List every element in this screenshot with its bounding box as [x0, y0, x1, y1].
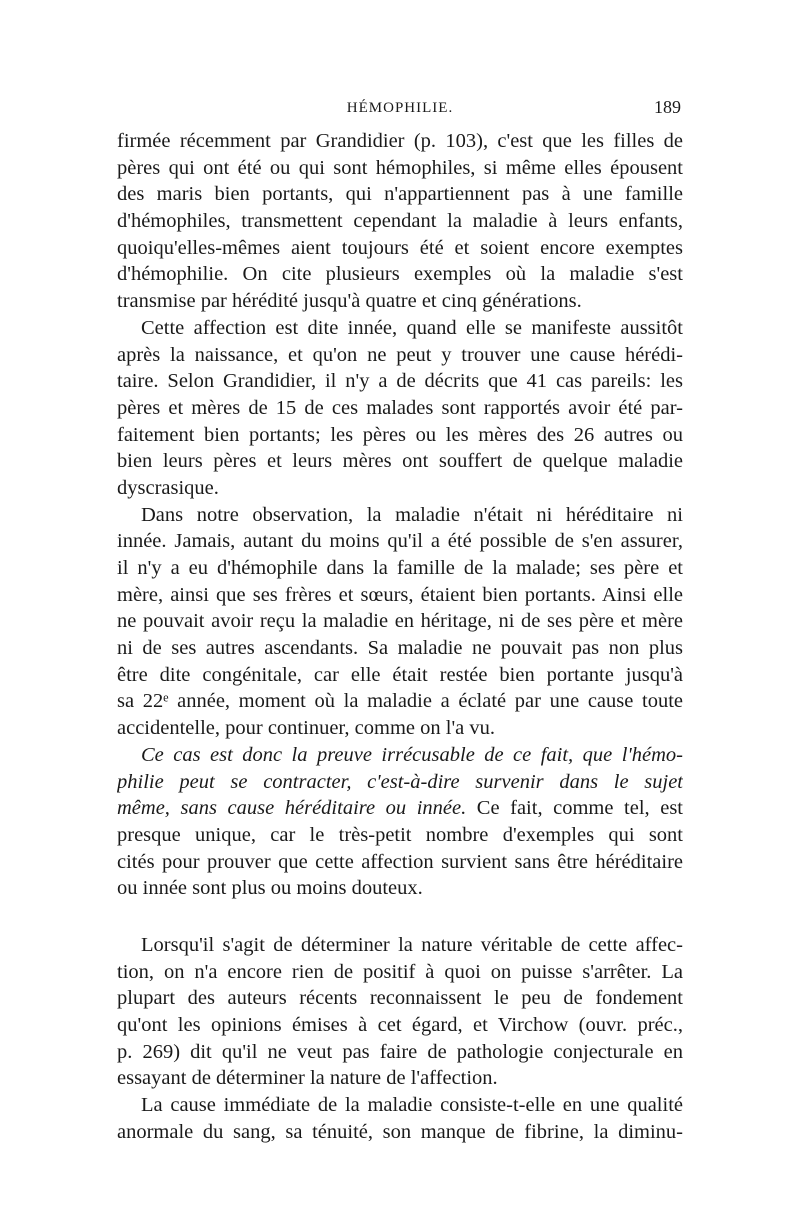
paragraph-4 — [117, 742, 683, 902]
text-line: faitement bien portants; les pères ou les mères des 26 autres ou — [117, 423, 683, 446]
text-line: presque unique, car le très-petit nombre d'exemples qui sont — [117, 823, 683, 846]
roman-run: Ce fait, comme tel, est — [466, 797, 683, 820]
text-line: innée. Jamais, autant du moins qu'il a été possible de s'en assurer, — [117, 530, 683, 553]
text-line: dyscrasique. — [117, 476, 219, 499]
text-line-italic: Ce cas est donc la preuve irrécusable de ce fait, que l'hémo- — [141, 743, 683, 766]
text-line: plupart des auteurs récents reconnaissent le peu de fondement — [117, 987, 683, 1010]
text-line: pères qui ont été ou qui sont hémophiles, si même elles épousent — [117, 156, 683, 179]
paragraph-5 — [117, 932, 683, 1092]
page-number: 189 — [654, 97, 681, 117]
text-line: p. 269) dit qu'il ne veut pas faire de pathologie conjecturale en — [117, 1040, 683, 1063]
running-title: HÉMOPHILIE. — [346, 100, 454, 116]
text-line: pères et mères de 15 de ces malades sont rapportés avoir été par- — [117, 396, 683, 419]
text-line: essayant de déterminer la nature de l'affection. — [117, 1067, 498, 1090]
text-line: firmée récemment par Grandidier (p. 103), c'est que les filles de — [117, 130, 683, 152]
section-gap — [117, 902, 683, 932]
text-line: ne pouvait avoir reçu la maladie en héritage, ni de ses père et mère — [117, 610, 683, 633]
text-line-italic: philie peut se contracter, c'est-à-dire survenir dans le sujet — [117, 770, 683, 793]
text-line: quoiqu'elles-mêmes aient toujours été et soient encore exemptes — [117, 236, 683, 259]
text-line: cités pour prouver que cette affection survient sans être héréditaire — [117, 850, 683, 873]
text-line: après la naissance, et qu'on ne peut y trouver une cause hérédi- — [117, 343, 683, 366]
text-line: Dans notre observation, la maladie n'était ni héréditaire ni — [141, 503, 683, 526]
text-line-mixed — [117, 795, 683, 822]
text-line: ou innée sont plus ou moins douteux. — [117, 877, 423, 900]
text-line: des maris bien portants, qui n'appartiennent pas à une famille — [117, 183, 683, 206]
text-line: mère, ainsi que ses frères et sœurs, étaient bien portants. Ainsi elle — [117, 583, 683, 606]
paragraph-6 — [117, 1092, 683, 1145]
text-line: d'hémophiles, transmettent cependant la maladie à leurs enfants, — [117, 210, 683, 233]
running-head — [117, 97, 683, 124]
text-line: être dite congénitale, car elle était restée bien portante jusqu'à — [117, 663, 683, 686]
text-line: taire. Selon Grandidier, il n'y a de décrits que 41 cas pareils: les — [117, 370, 683, 393]
text-line: La cause immédiate de la maladie consiste-t-elle en une qualité — [141, 1094, 683, 1117]
italic-run: même, sans cause héréditaire ou innée. — [117, 797, 467, 820]
text-line: anormale du sang, sa ténuité, son manque de fibrine, la diminu- — [117, 1120, 683, 1143]
paragraph-3 — [117, 502, 683, 742]
text-line: il n'y a eu d'hémophile dans la famille de la malade; ses père et — [117, 557, 683, 579]
text-line: qu'ont les opinions émises à cet égard, et Virchow (ouvr. préc., — [117, 1014, 683, 1036]
text-line: bien leurs pères et leurs mères ont souffert de quelque maladie — [117, 450, 683, 473]
text-line: transmise par hérédité jusqu'à quatre et cinq générations. — [117, 290, 582, 313]
text-line: tion, on n'a encore rien de positif à quoi on puisse s'arrêter. La — [117, 960, 683, 983]
paragraph-1 — [117, 128, 683, 315]
text-line: Lorsqu'il s'agit de déterminer la nature véritable de cette affec- — [141, 933, 683, 956]
text-line: accidentelle, pour continuer, comme on l'a vu. — [117, 717, 495, 740]
text-line: d'hémophilie. On cite plusieurs exemples où la maladie s'est — [117, 263, 683, 286]
text-line: ni de ses autres ascendants. Sa maladie ne pouvait pas non plus — [117, 637, 683, 660]
text-line: sa 22ᵉ année, moment où la maladie a éclaté par une cause toute — [117, 690, 683, 713]
paragraph-2 — [117, 315, 683, 502]
body-text — [117, 128, 683, 1145]
text-line: Cette affection est dite innée, quand elle se manifeste aussitôt — [141, 316, 683, 339]
